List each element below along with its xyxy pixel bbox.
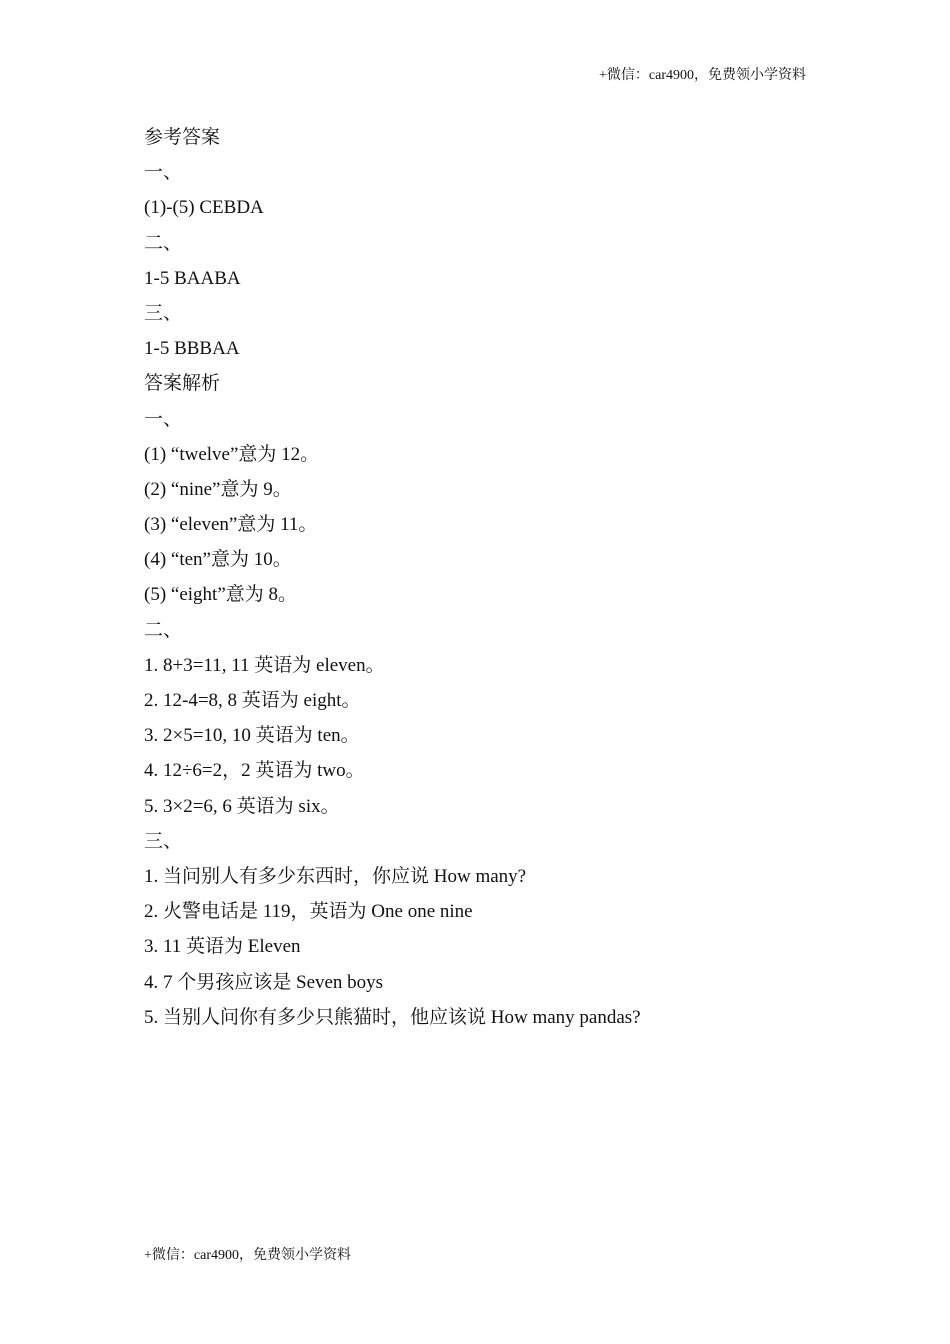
answer-content <box>144 120 824 1035</box>
explanation-line: (1) “twelve”意为 12。 <box>144 443 320 465</box>
header-note: +微信：car4900，免费领小学资料 <box>599 68 806 83</box>
explanation-line: 5. 当别人问你有多少只熊猫时，他应该说 How many pandas? <box>144 1006 641 1028</box>
explanation-line: 2. 12-4=8, 8 英语为 eight。 <box>144 690 361 711</box>
explanation-line: 5. 3×2=6, 6 英语为 six。 <box>144 795 340 817</box>
explanation-line: 3. 11 英语为 Eleven <box>144 936 301 958</box>
footer-note: +微信：car4900，免费领小学资料 <box>144 1248 351 1263</box>
explanation-line: (3) “eleven”意为 11。 <box>144 514 318 536</box>
section-heading-explanation: 答案解析 <box>144 373 221 395</box>
part-heading-1: 一、 <box>144 408 183 430</box>
explanation-line: 4. 7 个男孩应该是 Seven boys <box>144 971 384 993</box>
explanation-line: 2. 火警电话是 119，英语为 One one nine <box>144 901 473 923</box>
part-heading-2: 二、 <box>144 232 183 254</box>
part-heading-3: 三、 <box>144 830 183 852</box>
answer-line: (1)-(5) CEBDA <box>144 197 264 219</box>
part-heading-3: 三、 <box>144 302 183 324</box>
answer-line: 1-5 BAABA <box>144 267 241 289</box>
explanation-line: 1. 当问别人有多少东西时，你应说 How many? <box>144 865 527 887</box>
explanation-line: (2) “nine”意为 9。 <box>144 478 292 500</box>
explanation-line: 3. 2×5=10, 10 英语为 ten。 <box>144 725 360 747</box>
part-heading-1: 一、 <box>144 162 183 184</box>
section-heading-reference-answers: 参考答案 <box>144 127 221 148</box>
explanation-line: (4) “ten”意为 10。 <box>144 549 292 571</box>
part-heading-2: 二、 <box>144 619 183 641</box>
explanation-line: 4. 12÷6=2，2 英语为 two。 <box>144 760 365 782</box>
answer-line: 1-5 BBBAA <box>144 338 240 360</box>
explanation-line: 1. 8+3=11, 11 英语为 eleven。 <box>144 654 385 676</box>
explanation-line: (5) “eight”意为 8。 <box>144 584 298 606</box>
